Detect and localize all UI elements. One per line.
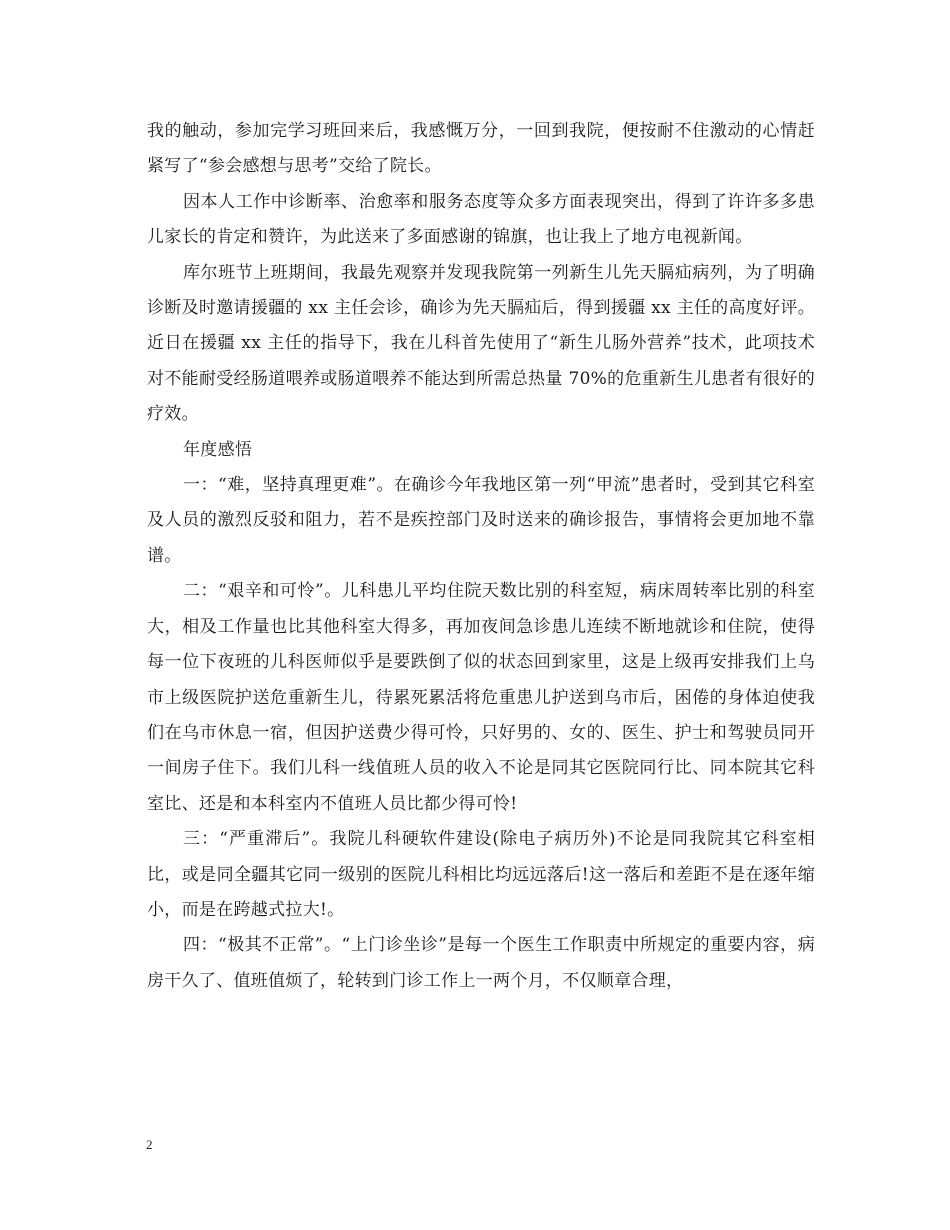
paragraph-1: 我的触动，参加完学习班回来后，我感慨万分，一回到我院，便按耐不住激动的心情赶紧写了“参会感想与思考”交给了院长。 (147, 121, 815, 177)
reflection-point-3: 三：“严重滞后”。我院儿科硬软件建设(除电子病历外)不论是同我院其它科室相比，或是同全疆其它同一级别的医院儿科相比均远远落后!这一落后和差距不是在逐年缩小，而是在跨越式拉大!。 (147, 829, 815, 920)
reflection-point-4: 四：“极其不正常”。“上门诊坐诊”是每一个医生工作职责中所规定的重要内容，病房干久了、值班值烦了，轮转到门诊工作上一两个月，不仅顺章合理， (147, 935, 815, 991)
paragraph-2: 因本人工作中诊断率、治愈率和服务态度等众多方面表现突出，得到了许许多多患儿家长的肯定和赞许，为此送来了多面感谢的锦旗，也让我上了地方电视新闻。 (147, 191, 815, 248)
paragraph-3: 库尔班节上班期间，我最先观察并发现我院第一列新生儿先天膈疝病列，为了明确诊断及时邀请援疆的 xx 主任会诊，确诊为先天膈疝后，得到援疆 xx 主任的高度好评。近日在援疆 xx 主任的指导下，我在儿科首先使用了“新生儿肠外营养”技术，此项技术对不能耐受经肠道喂养或肠道喂养不能达到所需总热量 70%的危重新生儿患者有很好的疗效。 (147, 262, 815, 425)
page-number: 2 (146, 1137, 153, 1152)
reflection-point-2: 二：“艰辛和可怜”。儿科患儿平均住院天数比别的科室短，病床周转率比别的科室大，相及工作量也比其他科室大得多，再加夜间急诊患儿连续不断地就诊和住院，使得每一位下夜班的儿科医师似乎是要跌倒了似的状态回到家里，这是上级再安排我们上乌市上级医院护送危重新生儿，待累死累活将危重患儿护送到乌市后，困倦的身体迫使我们在乌市休息一宿，但因护送费少得可怜，只好男的、女的、医生、护士和驾驶员同开一间房子住下。我们儿科一线值班人员的收入不论是同其它医院同行比、同本院其它科室比、还是和本科室内不值班人员比都少得可怜! (147, 581, 815, 814)
reflection-point-1: 一：“难，坚持真理更难”。在确诊今年我地区第一列“甲流”患者时，受到其它科室及人员的激烈反驳和阻力，若不是疾控部门及时送来的确诊报告，事情将会更加地不靠谱。 (147, 475, 815, 566)
document-body (147, 114, 815, 999)
section-heading-annual-reflection: 年度感悟 (183, 439, 253, 460)
